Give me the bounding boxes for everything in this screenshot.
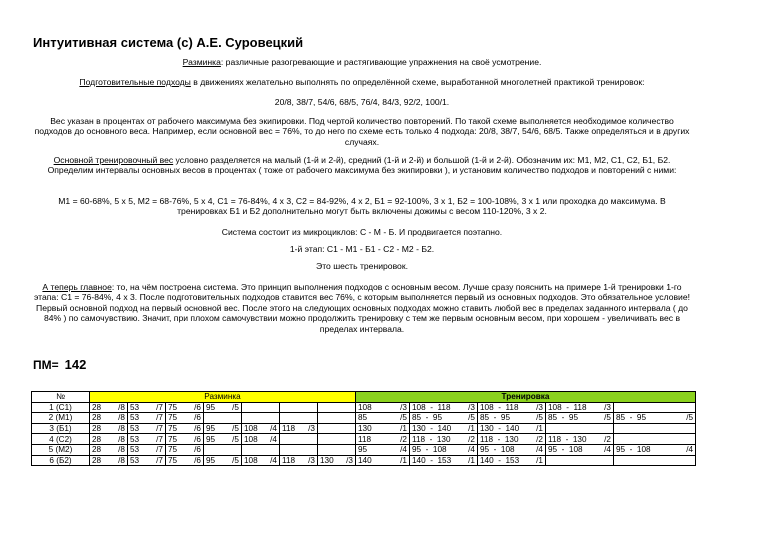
training-cell — [546, 413, 614, 424]
page-title: Интуитивная система (с) А.Е. Суровецкий — [33, 35, 304, 50]
warmup-weight: 75 — [168, 434, 178, 444]
warmup-cell — [90, 413, 128, 424]
warmup-cell — [280, 444, 318, 455]
training-weight: 85 — [358, 413, 368, 423]
training-cell — [410, 434, 478, 445]
warmup-cell — [242, 413, 280, 424]
warmup-weight: 53 — [130, 445, 140, 455]
main-weight-text: условно разделяется на малый (1-й и 2-й), средний (1-й и 2-й) и большой (1-й и 2-й). Обозначим их: М1, М2, С1, С2, Б1, Б2. Определим интервалы основных весов в процентах ( тоже от рабочего максимума без экипировки ), и установим количество подходов и повторений с ними: — [47, 155, 677, 176]
warmup-weight: 75 — [168, 413, 178, 423]
row-label: 4 (С2) — [32, 434, 90, 445]
row-label: 5 (М2) — [32, 444, 90, 455]
training-reps: /1 — [468, 424, 475, 434]
warmup-cell — [204, 434, 242, 445]
warmup-weight: 53 — [130, 402, 140, 412]
warmup-cell — [318, 423, 356, 434]
warmup-cell — [318, 413, 356, 424]
training-reps: /1 — [536, 455, 543, 465]
warmup-weight: 28 — [92, 455, 102, 465]
warmup-cell — [318, 455, 356, 466]
warmup-cell — [318, 402, 356, 413]
warmup-weight: 130 — [320, 455, 334, 465]
training-cell — [410, 423, 478, 434]
warmup-cell — [128, 444, 166, 455]
training-reps: /5 — [686, 413, 694, 423]
pm-label: ПМ= — [33, 358, 59, 372]
training-cell — [356, 423, 410, 434]
warmup-paragraph — [33, 57, 691, 67]
main-weight-label: Основной тренировочный вес — [53, 155, 174, 165]
training-cell — [546, 444, 614, 455]
training-reps: /3 — [468, 402, 475, 412]
warmup-weight: 75 — [168, 455, 178, 465]
warmup-cell — [90, 434, 128, 445]
pm-readout — [33, 357, 86, 372]
training-cell — [478, 423, 546, 434]
warmup-cell — [242, 402, 280, 413]
warmup-reps: /4 — [270, 434, 277, 444]
warmup-reps: /7 — [156, 402, 163, 412]
warmup-reps: /4 — [270, 424, 277, 434]
warmup-cell — [204, 455, 242, 466]
training-reps: /3 — [604, 402, 611, 412]
training-reps: /4 — [468, 445, 475, 455]
weight-explanation: Вес указан в процентах от рабочего максимума без экипировки. Под чертой количество повторений. По такой схеме выполняется необходимое количество подходов до основного веса. Например, если основной вес = 76%, то до него по схеме есть только 4 подхода: 20/8, 38/7, 54/6, 68/5. Также определяться и в других случаях. — [34, 116, 690, 147]
warmup-weight: 53 — [130, 434, 140, 444]
warmup-weight: 95 — [206, 402, 216, 412]
training-weight: 108 - 118 — [548, 402, 587, 412]
warmup-reps: /3 — [308, 455, 315, 465]
warmup-weight: 95 — [206, 434, 216, 444]
row-label: 1 (С1) — [32, 402, 90, 413]
warmup-reps: /7 — [156, 445, 163, 455]
training-weight: 140 - 153 — [480, 455, 520, 465]
warmup-weight: 108 — [244, 424, 258, 434]
training-cell — [356, 413, 410, 424]
warmup-weight: 95 — [206, 424, 216, 434]
warmup-weight: 28 — [92, 434, 102, 444]
warmup-cell — [166, 444, 204, 455]
training-reps: /4 — [536, 445, 543, 455]
training-weight: 118 - 130 — [480, 434, 519, 444]
training-weight: 85 - 95 — [548, 413, 579, 423]
warmup-weight: 28 — [92, 424, 102, 434]
training-reps: /3 — [536, 402, 543, 412]
warmup-cell — [90, 423, 128, 434]
training-reps: /2 — [604, 434, 611, 444]
warmup-weight: 28 — [92, 445, 102, 455]
training-cell — [356, 402, 410, 413]
warmup-reps: /7 — [156, 424, 163, 434]
warmup-reps: /8 — [118, 455, 125, 465]
warmup-cell — [242, 423, 280, 434]
training-cell — [546, 402, 614, 413]
training-cell — [614, 434, 696, 445]
training-cell — [614, 455, 696, 466]
table-row — [32, 413, 696, 424]
training-weight: 95 - 108 — [616, 445, 651, 455]
warmup-cell — [128, 402, 166, 413]
warmup-reps: /5 — [232, 424, 239, 434]
warmup-reps: /3 — [308, 424, 315, 434]
warmup-reps: /4 — [270, 455, 277, 465]
warmup-reps: /8 — [118, 434, 125, 444]
training-weight: 108 - 118 — [480, 402, 519, 412]
training-cell — [410, 444, 478, 455]
prep-sets-label: Подготовительные подходы — [79, 77, 191, 87]
training-cell — [410, 413, 478, 424]
six-trainings-paragraph: Это шесть тренировок. — [316, 261, 408, 271]
training-reps: /5 — [400, 413, 407, 423]
warmup-weight: 108 — [244, 434, 258, 444]
training-reps: /1 — [400, 455, 407, 465]
training-weight: 118 - 130 — [412, 434, 451, 444]
prep-sets-paragraph — [33, 77, 691, 87]
training-cell — [546, 434, 614, 445]
training-weight: 85 - 95 — [480, 413, 511, 423]
training-reps: /5 — [604, 413, 611, 423]
microcycles-paragraph: Система состоит из микроциклов: С - М - Б. И продвигается поэтапно. — [221, 227, 503, 237]
training-reps: /4 — [400, 445, 407, 455]
training-cell — [410, 402, 478, 413]
warmup-cell — [166, 423, 204, 434]
training-reps: /1 — [536, 424, 543, 434]
warmup-cell — [90, 402, 128, 413]
training-reps: /2 — [468, 434, 475, 444]
table-row — [32, 434, 696, 445]
warmup-label: Разминка — [182, 57, 221, 67]
stage-paragraph: 1-й этап: С1 - М1 - Б1 - С2 - М2 - Б2. — [289, 244, 435, 254]
warmup-reps: /7 — [156, 413, 163, 423]
main-principle-text: : то, на чём построена система. Это принцип выполнения подходов с основным весом. Лучше сразу пояснить на примере 1-й тренировки 1-го этапа: С1 = 76-84%, 4 х 3. После подготовительных подходов ставится вес 76%, с которым выполняется первый из основных подходов. Это обязательное условие! Первый основной подход на первый основной вес. После этого на следующих основных подходах можно ставить любой вес в пределах заданного интервала ( до 84% ) по самочувствию. Значит, при плохом самочувствии можно продолжить тренировку с тем же первым основным весом, при хорошем - увеличивать вес в пределах интервала. — [33, 282, 691, 334]
warmup-text: : различные разогревающие и растягивающие упражнения на своё усмотрение. — [220, 57, 542, 67]
training-reps: /5 — [468, 413, 475, 423]
main-principle-label: А теперь главное — [42, 282, 112, 292]
training-cell — [546, 423, 614, 434]
warmup-reps: /6 — [194, 402, 201, 412]
training-reps: /2 — [536, 434, 543, 444]
warmup-reps: /6 — [194, 434, 201, 444]
warmup-reps: /7 — [156, 434, 163, 444]
training-weight: 108 - 118 — [412, 402, 451, 412]
training-reps: /2 — [400, 434, 407, 444]
pm-value: 142 — [64, 357, 87, 372]
training-weight: 95 — [358, 445, 368, 455]
training-cell — [356, 444, 410, 455]
warmup-cell — [128, 423, 166, 434]
warmup-header: Разминка — [90, 392, 356, 403]
warmup-reps: /3 — [346, 455, 353, 465]
warmup-reps: /8 — [118, 445, 125, 455]
warmup-weight: 95 — [206, 455, 216, 465]
warmup-cell — [242, 455, 280, 466]
warmup-cell — [204, 444, 242, 455]
warmup-cell — [318, 434, 356, 445]
warmup-reps: /6 — [194, 413, 201, 423]
training-cell — [478, 444, 546, 455]
training-weight: 130 - 140 — [412, 424, 452, 434]
warmup-weight: 28 — [92, 413, 102, 423]
prep-sets-text: в движениях желательно выполнять по определённой схеме, выработанной многолетней практикой тренировок: — [190, 77, 645, 87]
warmup-cell — [204, 402, 242, 413]
training-cell — [356, 455, 410, 466]
training-weight: 85 - 95 — [616, 413, 647, 423]
warmup-cell — [242, 444, 280, 455]
warmup-cell — [280, 455, 318, 466]
prep-scheme: 20/8, 38/7, 54/6, 68/5, 76/4, 84/3, 92/2, 100/1. — [274, 97, 450, 107]
warmup-weight: 118 — [282, 455, 296, 465]
training-weight: 140 - 153 — [412, 455, 452, 465]
training-cell — [614, 444, 696, 455]
warmup-reps: /7 — [156, 455, 163, 465]
training-weight: 130 — [358, 424, 372, 434]
table-row — [32, 402, 696, 413]
training-weight: 108 — [358, 402, 372, 412]
training-cell — [410, 455, 478, 466]
warmup-weight: 75 — [168, 402, 178, 412]
training-weight: 140 — [358, 455, 372, 465]
training-weight: 118 — [358, 434, 372, 444]
training-cell — [478, 402, 546, 413]
table-row — [32, 455, 696, 466]
training-reps: /4 — [686, 445, 694, 455]
training-cell — [614, 423, 696, 434]
warmup-reps: /5 — [232, 455, 239, 465]
warmup-reps: /6 — [194, 424, 201, 434]
row-label: 3 (Б1) — [32, 423, 90, 434]
row-label: 2 (М1) — [32, 413, 90, 424]
training-weight: 95 - 108 — [480, 445, 515, 455]
warmup-cell — [166, 413, 204, 424]
training-header: Тренировка — [356, 392, 696, 403]
training-weight: 130 - 140 — [480, 424, 520, 434]
training-cell — [478, 413, 546, 424]
main-principle-paragraph — [33, 282, 691, 334]
training-cell — [614, 413, 696, 424]
warmup-reps: /5 — [232, 402, 239, 412]
warmup-cell — [280, 423, 318, 434]
warmup-cell — [280, 402, 318, 413]
warmup-cell — [318, 444, 356, 455]
training-reps: /4 — [604, 445, 611, 455]
training-cell — [478, 455, 546, 466]
warmup-cell — [204, 413, 242, 424]
training-cell — [356, 434, 410, 445]
main-weight-paragraph — [33, 155, 691, 176]
warmup-weight: 75 — [168, 424, 178, 434]
training-weight: 95 - 108 — [412, 445, 447, 455]
warmup-reps: /8 — [118, 424, 125, 434]
training-cell — [478, 434, 546, 445]
warmup-weight: 118 — [282, 424, 296, 434]
warmup-cell — [166, 402, 204, 413]
warmup-weight: 53 — [130, 413, 140, 423]
warmup-reps: /6 — [194, 445, 201, 455]
training-weight: 85 - 95 — [412, 413, 443, 423]
training-cell — [614, 402, 696, 413]
training-reps: /1 — [468, 455, 475, 465]
warmup-weight: 108 — [244, 455, 258, 465]
table-row — [32, 423, 696, 434]
training-weight: 95 - 108 — [548, 445, 583, 455]
training-reps: /3 — [400, 402, 407, 412]
warmup-cell — [204, 423, 242, 434]
warmup-weight: 53 — [130, 424, 140, 434]
training-reps: /1 — [400, 424, 407, 434]
warmup-cell — [242, 434, 280, 445]
col-number-header: № — [32, 392, 90, 403]
row-label: 6 (Б2) — [32, 455, 90, 466]
training-reps: /5 — [536, 413, 543, 423]
warmup-cell — [280, 413, 318, 424]
warmup-cell — [128, 455, 166, 466]
warmup-weight: 53 — [130, 455, 140, 465]
warmup-weight: 75 — [168, 445, 178, 455]
warmup-reps: /5 — [232, 434, 239, 444]
warmup-cell — [166, 434, 204, 445]
warmup-cell — [90, 444, 128, 455]
warmup-reps: /6 — [194, 455, 201, 465]
warmup-cell — [128, 434, 166, 445]
warmup-weight: 28 — [92, 402, 102, 412]
warmup-cell — [90, 455, 128, 466]
training-weight: 118 - 130 — [548, 434, 587, 444]
training-table — [31, 391, 696, 466]
warmup-cell — [280, 434, 318, 445]
warmup-cell — [166, 455, 204, 466]
warmup-reps: /8 — [118, 402, 125, 412]
table-row — [32, 444, 696, 455]
intervals-paragraph: М1 = 60-68%, 5 х 5, М2 = 68-76%, 5 х 4, С1 = 76-84%, 4 х 3, С2 = 84-92%, 4 х 2, Б1 = 92-100%, 3 х 1, Б2 = 100-108%, 3 х 1 или проходка до максимума. В тренировках Б1 и Б2 дополнительно могут быть включены дожимы с весом 110-120%, 3 х 2. — [58, 196, 666, 217]
warmup-reps: /8 — [118, 413, 125, 423]
table-header-row — [32, 392, 696, 403]
training-cell — [546, 455, 614, 466]
warmup-cell — [128, 413, 166, 424]
